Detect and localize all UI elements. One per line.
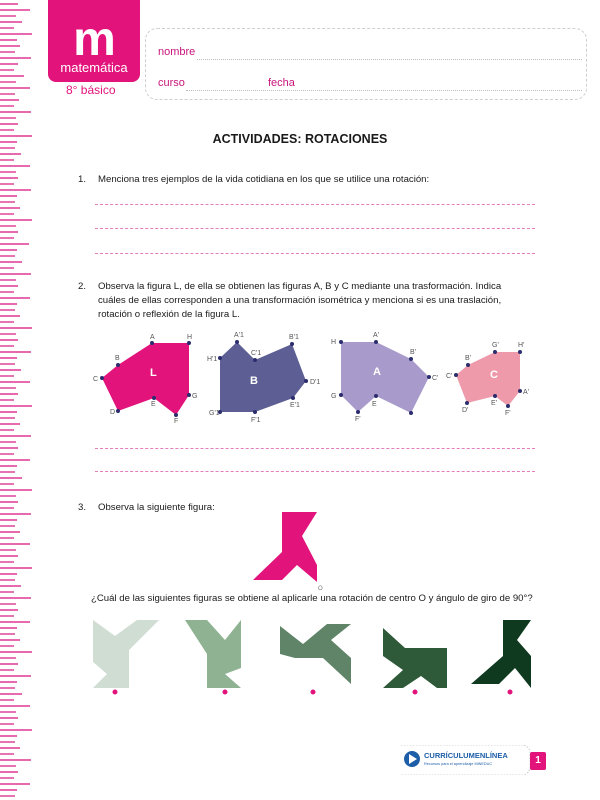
curriculum-logo: [400, 745, 530, 775]
svg-text:H: H: [187, 334, 193, 341]
answer-options: [85, 618, 545, 698]
question-1: [78, 173, 429, 187]
answer-line[interactable]: [95, 471, 535, 472]
svg-text:A: A: [373, 366, 381, 378]
logo-letter: m: [73, 13, 115, 66]
svg-text:B: B: [250, 375, 258, 387]
logo-subject: matemática: [60, 60, 128, 75]
svg-text:B': B': [410, 349, 417, 356]
option-a[interactable]: [93, 620, 159, 695]
curso-fecha-field[interactable]: [186, 90, 582, 91]
svg-text:F': F': [505, 410, 511, 417]
svg-text:E: E: [151, 401, 156, 408]
svg-text:H: H: [331, 339, 337, 346]
question-number: 2.: [78, 281, 87, 292]
svg-text:F'1: F'1: [251, 417, 261, 424]
svg-text:B: B: [115, 355, 120, 362]
question-text: Observa la siguiente figura:: [98, 502, 215, 513]
grade-label: 8° básico: [66, 83, 116, 97]
svg-text:O: O: [318, 586, 323, 592]
svg-text:A'1: A'1: [234, 332, 244, 339]
svg-text:D: D: [110, 409, 116, 416]
figure-l: [93, 334, 197, 425]
question-3-prompt: ¿Cuál de las siguientes figuras se obtiene al aplicarle una rotación de centro O y ángulo de giro de 90°?: [91, 593, 533, 604]
svg-text:L: L: [150, 367, 157, 379]
original-figure: [245, 510, 335, 595]
question-text-line1: Observa la figura L, de ella se obtienen las figuras A, B y C mediante una trasformación. Indica: [98, 281, 502, 292]
svg-text:G: G: [331, 393, 337, 400]
svg-text:F': F': [355, 416, 361, 423]
fecha-label: fecha: [268, 77, 295, 89]
svg-text:C: C: [93, 376, 99, 383]
answer-line[interactable]: [95, 253, 535, 254]
option-b[interactable]: [185, 620, 241, 695]
figure-a: [331, 332, 438, 423]
question-number: 1.: [78, 174, 87, 185]
footer-brand: [400, 745, 530, 780]
figures-lbac: [85, 330, 545, 425]
question-text-line3: rotación o reflexión de la figura L.: [98, 309, 240, 320]
svg-text:A': A': [373, 332, 380, 339]
svg-text:A': A': [523, 389, 530, 396]
svg-text:D': D': [462, 407, 469, 414]
nombre-label: nombre: [158, 46, 196, 58]
svg-text:C': C': [446, 373, 453, 380]
svg-text:CURRÍCULUMENLÍNEA: CURRÍCULUMENLÍNEA: [424, 751, 508, 760]
curso-label: curso: [158, 77, 185, 89]
svg-text:H': H': [518, 342, 525, 349]
question-3: [78, 501, 215, 515]
svg-text:C: C: [490, 369, 498, 381]
answer-line[interactable]: [95, 448, 535, 449]
page-number: 1: [530, 752, 546, 770]
question-text-line2: cuáles de ellas corresponden a una transformación isométrica y menciona si es una traslación,: [98, 295, 502, 306]
svg-text:C'1: C'1: [251, 350, 262, 357]
page-title: ACTIVIDADES: ROTACIONES: [212, 132, 388, 146]
svg-text:G': G': [492, 342, 499, 349]
nombre-field[interactable]: [197, 59, 582, 60]
svg-text:Recursos para el aprendizaje M: Recursos para el aprendizaje MINEDUC: [424, 762, 493, 766]
svg-text:E: E: [372, 401, 377, 408]
svg-text:E': E': [491, 400, 498, 407]
figure-b: [207, 332, 320, 424]
answer-line[interactable]: [95, 228, 535, 229]
question-number: 3.: [78, 502, 87, 513]
answer-line[interactable]: [95, 204, 535, 205]
svg-text:B': B': [465, 355, 472, 362]
svg-text:B'1: B'1: [289, 334, 299, 341]
option-e[interactable]: [471, 620, 531, 695]
figure-c: [446, 342, 529, 417]
subject-logo: [48, 0, 140, 82]
svg-text:D'1: D'1: [310, 379, 321, 386]
svg-text:E'1: E'1: [290, 402, 300, 409]
option-c[interactable]: [280, 624, 351, 695]
question-2: [78, 280, 501, 322]
svg-text:G'1: G'1: [209, 410, 220, 417]
svg-text:C': C': [432, 375, 439, 382]
svg-text:H'1: H'1: [207, 356, 218, 363]
option-d[interactable]: [383, 628, 447, 695]
svg-text:F: F: [174, 418, 179, 425]
svg-text:A: A: [150, 334, 155, 341]
question-text: Menciona tres ejemplos de la vida cotidiana en los que se utilice una rotación:: [98, 174, 430, 185]
svg-text:G: G: [192, 393, 198, 400]
decorative-edge: [0, 0, 40, 800]
